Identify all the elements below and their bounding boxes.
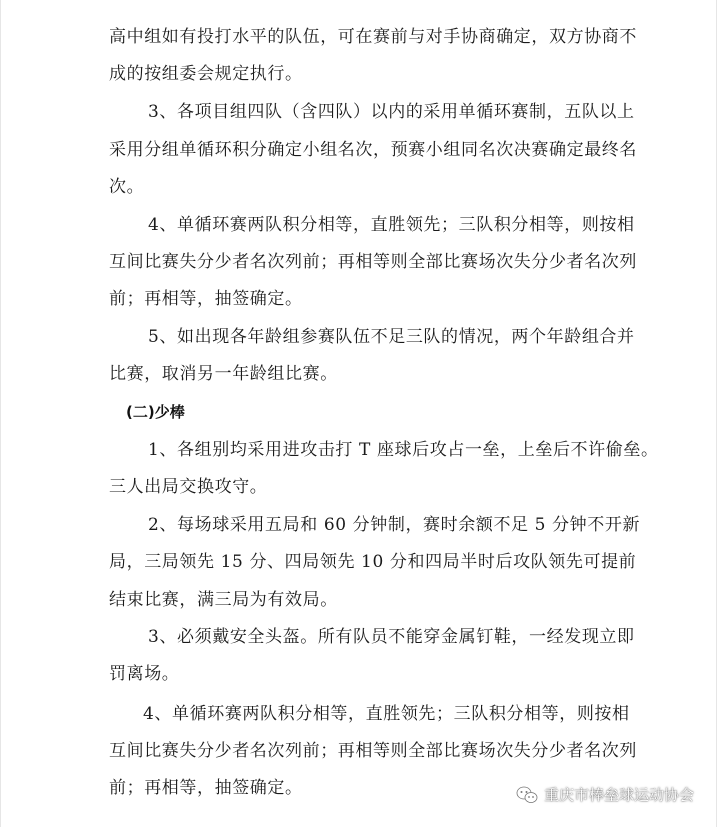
text-line: 3、必须戴安全头盔。所有队员不能穿金属钉鞋，一经发现立即: [148, 627, 635, 647]
wechat-icon: [516, 786, 538, 804]
text-line: 3、各项目组四队（含四队）以内的采用单循环赛制，五队以上: [148, 102, 635, 122]
text-line: 4、单循环赛两队积分相等，直胜领先；三队积分相等，则按相: [148, 215, 635, 235]
text-line: 前；再相等，抽签确定。: [109, 778, 303, 798]
text-line: 高中组如有投打水平的队伍，可在赛前与对手协商确定，双方协商不: [109, 27, 637, 47]
text-line: 4、单循环赛两队积分相等，直胜领先；三队积分相等，则按相: [143, 704, 630, 724]
text-line: 5、如出现各年龄组参赛队伍不足三队的情况，两个年龄组合并: [148, 327, 635, 347]
text-line: 罚离场。: [109, 664, 180, 684]
text-line: 互间比赛失分少者名次列前；再相等则全部比赛场次失分少者名次列: [109, 252, 637, 272]
text-line: 2、每场球采用五局和 60 分钟制，赛时余额不足 5 分钟不开新: [148, 515, 641, 535]
text-line: 结束比赛，满三局为有效局。: [109, 590, 338, 610]
text-line: 采用分组单循环积分确定小组名次，预赛小组同名次决赛确定最终名: [109, 140, 637, 160]
text-line: 局，三局领先 15 分、四局领先 10 分和四局半时后攻队领先可提前: [109, 552, 637, 572]
section-heading: (二)少棒: [126, 403, 185, 421]
text-line: 前；再相等，抽签确定。: [109, 289, 303, 309]
text-line: 互间比赛失分少者名次列前；再相等则全部比赛场次失分少者名次列: [109, 741, 637, 761]
watermark: [516, 784, 694, 805]
text-line: 三人出局交换攻守。: [109, 477, 268, 497]
text-line: 次。: [109, 177, 145, 197]
text-line: 成的按组委会规定执行。: [109, 64, 303, 84]
watermark-text: 重庆市棒垒球运动协会: [543, 786, 694, 804]
text-line: 比赛，取消另一年龄组比赛。: [109, 364, 338, 384]
text-line: 1、各组别均采用进攻击打 T 座球后攻占一垒，上垒后不许偷垒。: [148, 440, 659, 460]
